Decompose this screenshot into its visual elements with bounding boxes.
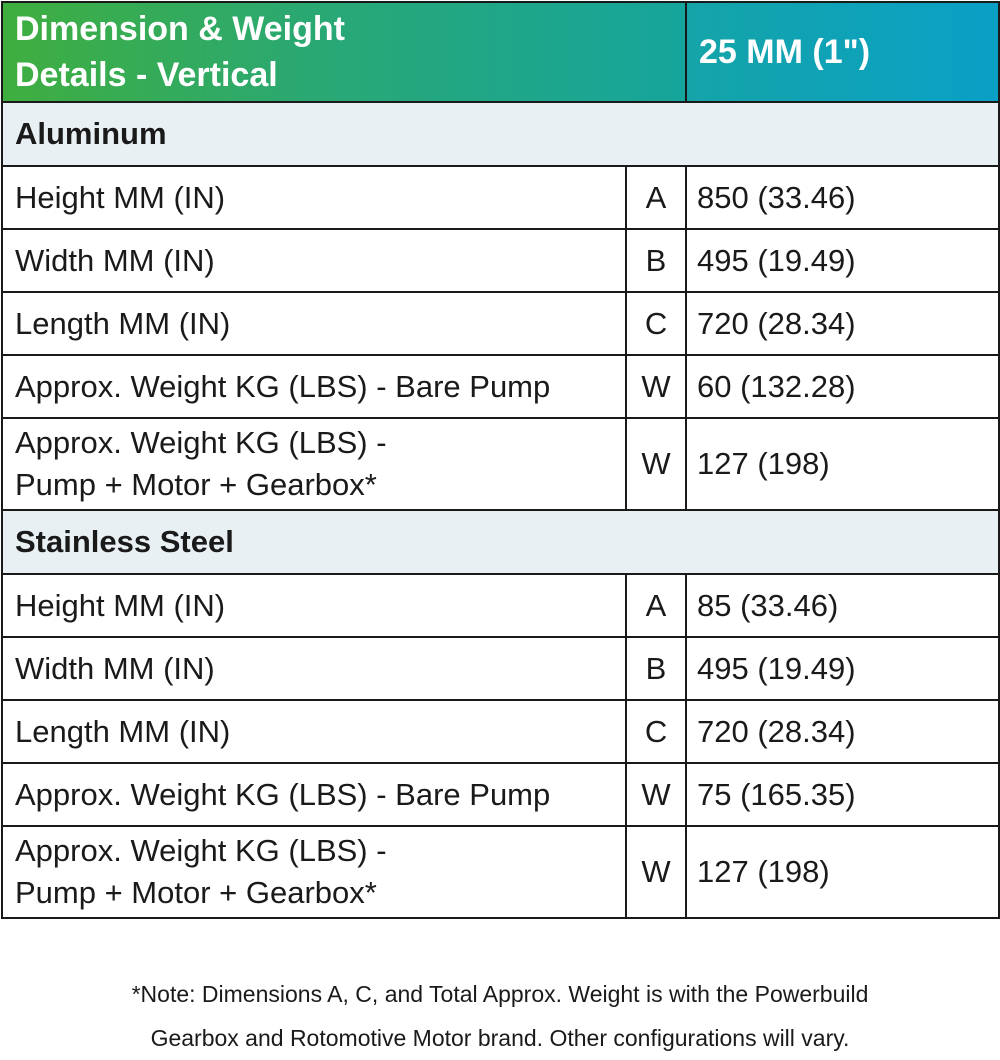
row-label-line1: Approx. Weight KG (LBS) -	[15, 833, 387, 868]
row-value: 127 (198)	[686, 418, 999, 510]
row-code: W	[626, 355, 686, 418]
row-code: W	[626, 763, 686, 826]
section-title: Aluminum	[2, 102, 999, 166]
row-label: Approx. Weight KG (LBS) - Bare Pump	[2, 763, 626, 826]
table-row	[2, 637, 999, 700]
row-label	[2, 418, 626, 510]
row-code: W	[626, 826, 686, 918]
row-code: A	[626, 166, 686, 229]
table-header-row	[2, 2, 999, 102]
row-code: C	[626, 700, 686, 763]
row-label-line1: Approx. Weight KG (LBS) -	[15, 425, 387, 460]
table-title	[2, 2, 686, 102]
row-label: Height MM (IN)	[2, 574, 626, 637]
section-title: Stainless Steel	[2, 510, 999, 574]
table-row	[2, 166, 999, 229]
dimension-weight-table	[1, 1, 1000, 919]
row-value: 127 (198)	[686, 826, 999, 918]
row-code: W	[626, 418, 686, 510]
row-value: 720 (28.34)	[686, 700, 999, 763]
row-label-line2: Pump + Motor + Gearbox*	[15, 875, 377, 910]
footnote-line2: Gearbox and Rotomotive Motor brand. Other configurations will vary.	[150, 1025, 850, 1051]
row-value: 60 (132.28)	[686, 355, 999, 418]
table-row	[2, 355, 999, 418]
row-label: Approx. Weight KG (LBS) - Bare Pump	[2, 355, 626, 418]
row-code: B	[626, 229, 686, 292]
row-label: Length MM (IN)	[2, 700, 626, 763]
table-row	[2, 229, 999, 292]
row-code: A	[626, 574, 686, 637]
row-label	[2, 826, 626, 918]
table-row	[2, 763, 999, 826]
row-value: 850 (33.46)	[686, 166, 999, 229]
row-value: 495 (19.49)	[686, 229, 999, 292]
row-code: B	[626, 637, 686, 700]
table-row	[2, 292, 999, 355]
footnote	[0, 972, 1000, 1060]
row-value: 75 (165.35)	[686, 763, 999, 826]
row-value: 495 (19.49)	[686, 637, 999, 700]
row-code: C	[626, 292, 686, 355]
section-row-stainless-steel	[2, 510, 999, 574]
row-label: Width MM (IN)	[2, 637, 626, 700]
table-row	[2, 574, 999, 637]
row-label: Length MM (IN)	[2, 292, 626, 355]
row-label: Width MM (IN)	[2, 229, 626, 292]
section-row-aluminum	[2, 102, 999, 166]
footnote-line1: *Note: Dimensions A, C, and Total Approx. Weight is with the Powerbuild	[131, 981, 869, 1007]
row-value: 85 (33.46)	[686, 574, 999, 637]
row-label: Height MM (IN)	[2, 166, 626, 229]
table-row	[2, 418, 999, 510]
table-row	[2, 700, 999, 763]
table-title-line2: Details - Vertical	[15, 56, 278, 94]
row-label-line2: Pump + Motor + Gearbox*	[15, 467, 377, 502]
table-title-line1: Dimension & Weight	[15, 10, 345, 48]
size-header: 25 MM (1")	[686, 2, 999, 102]
row-value: 720 (28.34)	[686, 292, 999, 355]
table-row	[2, 826, 999, 918]
